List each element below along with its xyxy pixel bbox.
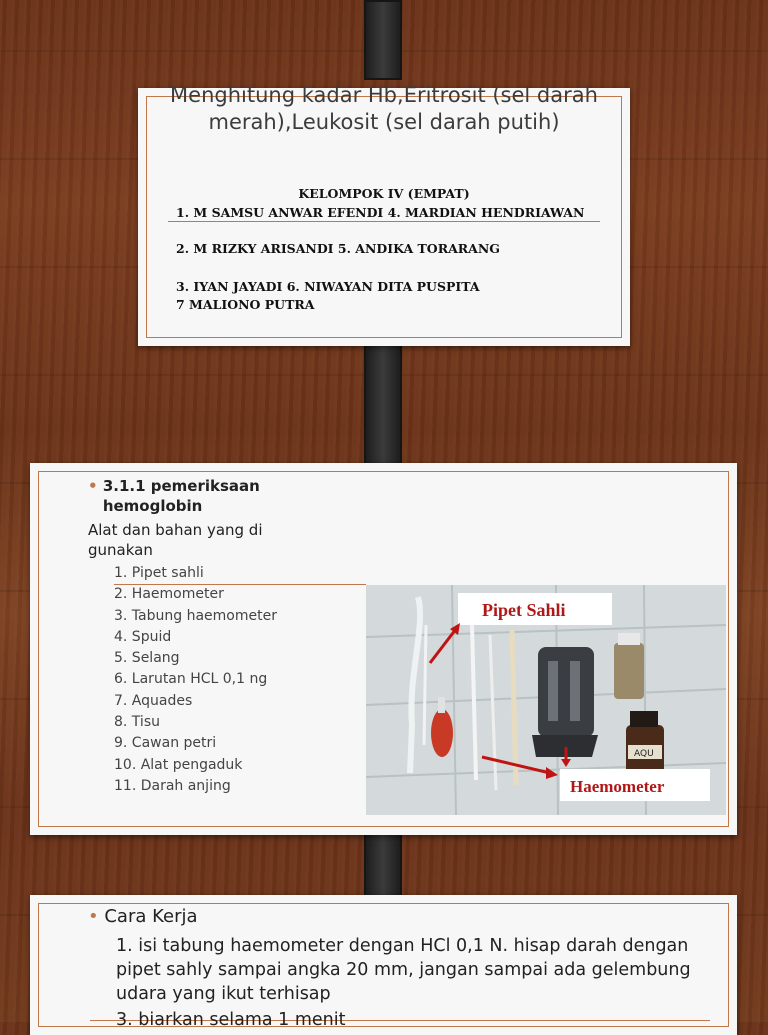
tools-subheading: Alat dan bahan yang di gunakan [88,521,263,559]
list-item: 5. Selang [114,650,180,667]
label-pipet-sahli: Pipet Sahli [482,600,566,620]
procedure-heading-text: Cara Kerja [104,906,198,927]
section-heading [88,476,303,516]
list-item: 8. Tisu [114,714,160,731]
strap-middle [364,330,402,480]
list-item: 3. Tabung haemometer [114,607,277,624]
member-line-1: 1. M SAMSU ANWAR EFENDI 4. MARDIAN HENDRIAWAN [176,205,585,220]
strap-top [364,0,402,80]
procedure-heading [88,906,198,927]
member-line-4: 7 MALIONO PUTRA [176,297,315,312]
list-item: 10. Alat pengaduk [114,756,243,773]
member-line-2: 2. M RIZKY ARISANDI 5. ANDIKA TORARANG [176,241,500,256]
section-heading-text: 3.1.1 pemeriksaan hemoglobin [102,477,260,515]
equipment-photo [366,585,726,815]
procedure-step-1: 1. isi tabung haemometer dengan HCl 0,1 N. hisap darah dengan pipet sahly sampai angka 20 mm, jangan sampai ada gelembung udara yang ikut terhisap [116,936,691,1004]
list-item: 1. Pipet sahli [114,565,204,581]
list-item: 9. Cawan petri [114,735,217,752]
list-item: 6. Larutan HCL 0,1 ng [114,671,268,688]
list-item: 11. Darah anjing [114,777,231,794]
bullet-icon: • [88,906,99,927]
bottle-label: AQU [634,749,654,759]
tools-list [114,563,277,797]
label-haemometer: Haemometer [570,777,665,796]
list-item: 4. Spuid [114,628,172,645]
divider [168,221,600,222]
list-item: 7. Aquades [114,692,193,709]
bullet-icon: • [88,477,98,495]
divider [114,584,366,585]
member-line-3: 3. IYAN JAYADI 6. NIWAYAN DITA PUSPITA [176,279,480,294]
list-item: 2. Haemometer [114,586,224,603]
equipment-illustration [366,585,726,815]
group-label: KELOMPOK IV (EMPAT) [298,186,470,201]
slide-title-text: Menghitung kadar Hb,Eritrosit (sel darah merah),Leukosit (sel darah putih) [170,83,598,134]
procedure-step-3: 3. biarkan selama 1 menit [116,1010,346,1030]
